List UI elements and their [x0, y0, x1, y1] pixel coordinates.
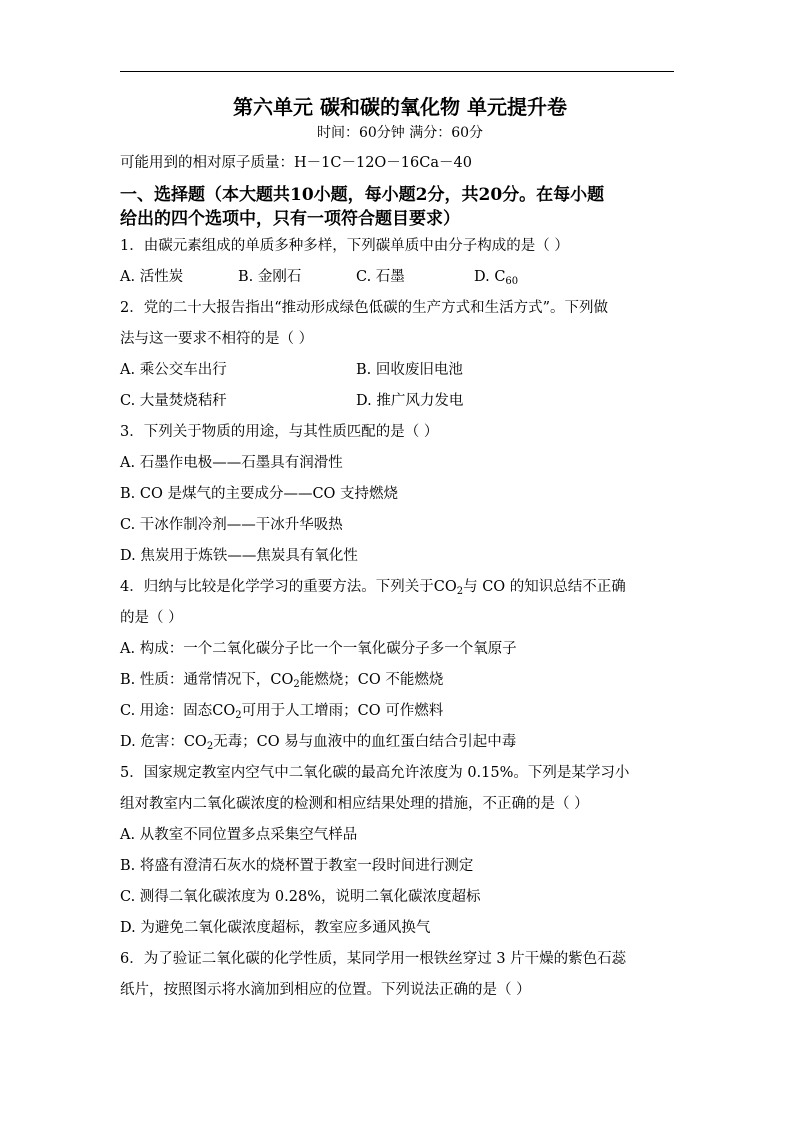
q5-option-c: C. 测得二氧化碳浓度为 0.28%，说明二氧化碳浓度超标	[120, 889, 481, 905]
q5-option-d: D. 为避免二氧化碳浓度超标，教室应多通风换气	[120, 920, 431, 936]
q2-option-c: C. 大量焚烧秸秆	[120, 393, 227, 409]
q3-option-a: A. 石墨作电极——石墨具有润滑性	[120, 455, 343, 471]
q4-option-c-post: 可用于人工增雨；CO 可作燃料	[241, 703, 444, 719]
q4-option-c	[120, 696, 680, 727]
q4-option-c-subscript: 2	[235, 710, 242, 721]
question-2-stem-line1: 2．党的二十大报告指出“推动形成绿色低碳的生产方式和生活方式”。下列做	[120, 300, 609, 316]
question-2-stem-line2: 法与这一要求不相符的是（ ）	[120, 331, 314, 347]
question-6-stem-line2: 纸片，按照图示将水滴加到相应的位置。下列说法正确的是（ ）	[120, 982, 531, 998]
q3-option-c: C. 干冰作制冷剂——干冰升华吸热	[120, 517, 343, 533]
q5-option-b: B. 将盛有澄清石灰水的烧杯置于教室一段时间进行测定	[120, 858, 474, 874]
q4-stem-post: 与 CO 的知识总结不正确	[463, 579, 626, 595]
question-4-stem-line2: 的是（ ）	[120, 610, 183, 626]
q5-option-a: A. 从教室不同位置多点采集空气样品	[120, 827, 358, 843]
q4-stem-subscript: 2	[456, 586, 464, 597]
q4-option-b-post: 能燃烧；CO 不能燃烧	[299, 672, 444, 688]
q4-option-b-subscript: 2	[293, 679, 300, 690]
q1-option-d-text: D. C	[474, 269, 506, 285]
q2-option-b: B. 回收废旧电池	[356, 362, 463, 378]
section-heading-line1: 一、选择题（本大题共10小题，每小题2分，共20分。在每小题	[120, 185, 605, 205]
atomic-mass-note: 可能用到的相对原子质量：H－1C－12O－16Ca－40	[120, 155, 472, 171]
question-1-options	[120, 262, 680, 293]
q2-option-d: D. 推广风力发电	[356, 393, 464, 409]
q4-option-d-pre: D. 危害：CO	[120, 734, 207, 750]
q2-option-a: A. 乘公交车出行	[120, 362, 227, 378]
q3-option-b: B. CO 是煤气的主要成分——CO 支持燃烧	[120, 486, 399, 502]
q1-option-c: C. 石墨	[356, 269, 405, 285]
q4-stem-pre: 4．归纳与比较是化学学习的重要方法。下列关于CO	[120, 579, 457, 595]
q4-option-d	[120, 727, 680, 758]
q1-option-a: A. 活性炭	[120, 269, 184, 285]
q4-option-d-subscript: 2	[206, 741, 214, 752]
q1-option-d	[474, 262, 592, 293]
q4-option-b-pre: B. 性质：通常情况下，CO	[120, 672, 294, 688]
q1-option-d-subscript: 60	[505, 276, 519, 287]
exam-page	[120, 92, 680, 1006]
question-5-stem-line2: 组对教室内二氧化碳浓度的检测和相应结果处理的措施，不正确的是（ ）	[120, 796, 589, 812]
question-1-stem: 1．由碳元素组成的单质多种多样，下列碳单质中由分子构成的是（ ）	[120, 238, 569, 254]
question-5-stem-line1: 5．国家规定教室内空气中二氧化碳的最高允许浓度为 0.15%。下列是某学习小	[120, 765, 630, 781]
q4-option-a: A. 构成：一个二氧化碳分子比一个一氧化碳分子多一个氧原子	[120, 641, 517, 657]
header-rule	[120, 71, 674, 72]
question-4-stem-line1	[120, 572, 680, 603]
q1-option-b: B. 金刚石	[238, 269, 302, 285]
exam-info: 时间：60分钟 满分：60分	[316, 125, 484, 141]
question-6-stem-line1: 6．为了验证二氧化碳的化学性质，某同学用一根铁丝穿过 3 片干燥的紫色石蕊	[120, 951, 627, 967]
question-2-options-row1	[120, 355, 680, 386]
section-heading-line2: 给出的四个选项中，只有一项符合题目要求）	[120, 209, 460, 229]
page-title: 第六单元 碳和碳的氧化物 单元提升卷	[233, 95, 567, 119]
question-3-stem: 3．下列关于物质的用途，与其性质匹配的是（ ）	[120, 424, 439, 440]
q4-option-c-pre: C. 用途：固态CO	[120, 703, 236, 719]
q3-option-d: D. 焦炭用于炼铁——焦炭具有氧化性	[120, 548, 358, 564]
q4-option-d-post: 无毒；CO 易与血液中的血红蛋白结合引起中毒	[213, 734, 517, 750]
question-2-options-row2	[120, 386, 680, 417]
q4-option-b	[120, 665, 680, 696]
